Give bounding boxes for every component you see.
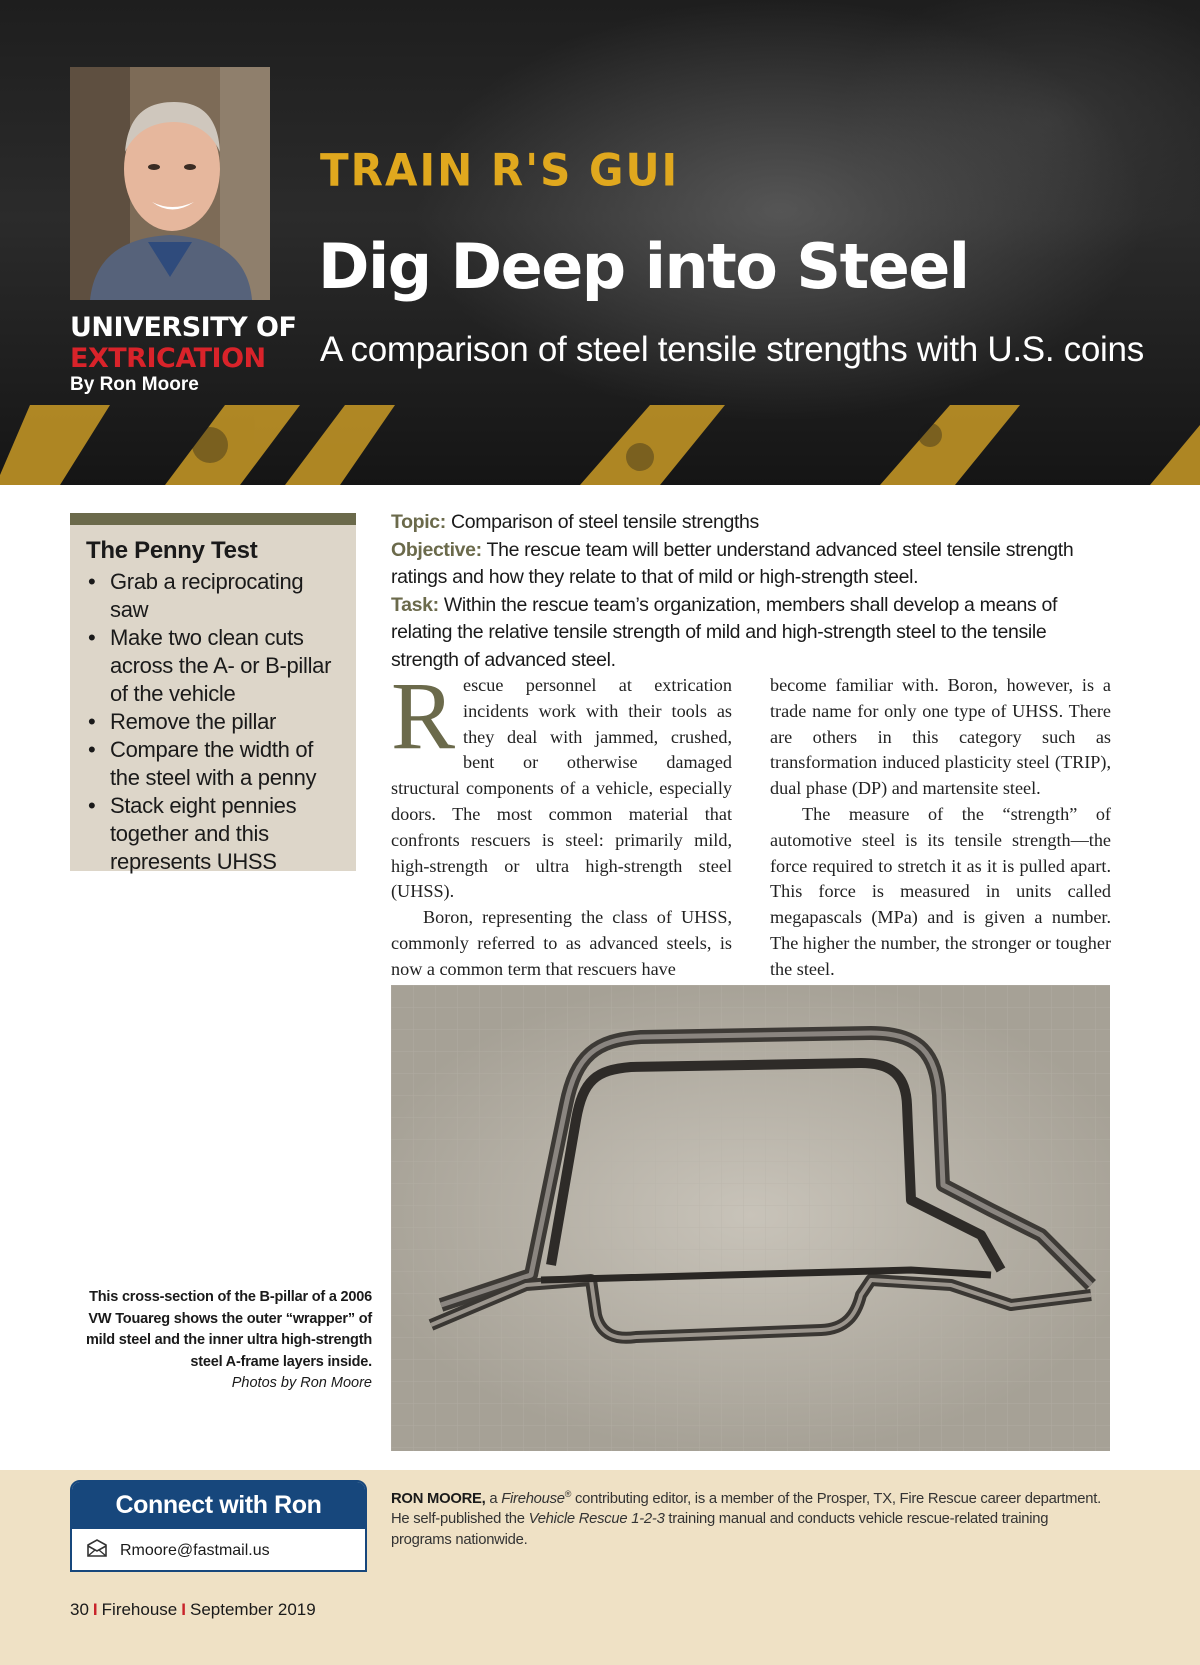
author-bio: RON MOORE, a Firehouse® contributing editor, is a member of the Prosper, TX, Fire Rescue career department. He self-published the Vehicle Rescue 1-2-3 training manual and conducts vehicle rescue-related training programs nationwide. [391, 1489, 1101, 1548]
column-name [70, 312, 296, 374]
sidebar-item: • Stack eight pennies together and this represents UHSS [86, 792, 342, 876]
task-line [391, 592, 1111, 675]
section-kicker: TRAIN R'S GUI [320, 144, 680, 197]
folio-magazine: Firehouse [101, 1600, 178, 1619]
page-number: 30 [70, 1600, 89, 1619]
subhead: A comparison of steel tensile strengths with U.S. coins [320, 330, 1144, 369]
task-label: Task: [391, 593, 439, 616]
article-paragraph: The measure of the “strength” of automotive steel is its tensile strength—the force required to stretch it as it is pulled apart. This force is measured in units called megapascals (MPa) and is given a number. The higher the number, the stronger or tougher the steel. [770, 803, 1111, 979]
photo-credit: Photos by Ron Moore [231, 1375, 372, 1391]
connect-title: Connect with Ron [72, 1482, 365, 1529]
topic-text: Comparison of steel tensile strengths [451, 511, 759, 533]
article-paragraph: Boron, representing the class of UHSS, commonly referred to as advanced steels, is now a common term that rescuers have [391, 907, 732, 979]
objective-label: Objective: [391, 538, 482, 561]
sidebar-item: • Grab a reciprocating saw [86, 568, 342, 624]
envelope-icon [86, 1539, 108, 1562]
folio-issue: September 2019 [190, 1600, 316, 1619]
caption-text: This cross-section of the B-pillar of a 2006 VW Touareg shows the outer “wrapper” of mild steel and the inner ultra high-strength steel A-frame layers inside. [85, 1289, 372, 1370]
connect-box [70, 1480, 367, 1572]
photo-caption [70, 1287, 372, 1395]
objective-line [391, 537, 1111, 592]
hazard-stripes [0, 405, 1200, 485]
header-banner [0, 0, 1200, 485]
page-folio: 30 I Firehouse I September 2019 [70, 1600, 316, 1619]
sidebar-title: The Penny Test [86, 537, 258, 564]
headline: Dig Deep into Steel [318, 230, 969, 303]
lesson-overview [391, 509, 1111, 674]
email-link[interactable]: Rmoore@fastmail.us [120, 1541, 270, 1559]
sidebar-item: • Make two clean cuts across the A- or B-pillar of the vehicle [86, 624, 342, 708]
article-column-1 [391, 662, 732, 983]
sidebar-item: • Compare the width of the steel with a penny [86, 736, 342, 792]
objective-text: The rescue team will better understand advanced steel tensile strength ratings and how they relate to that of mild or high-strength steel. [391, 538, 1074, 588]
b-pillar-photo [391, 985, 1110, 1451]
sidebar-item: • Remove the pillar [86, 708, 342, 736]
article-paragraph: Rescue personnel at extrication incidents work with their tools as they deal with jammed, crushed, bent or otherwise damaged structural components of a vehicle, especially doors. The most common material that confronts rescuers is steel: primarily mild, high-strength or ultra high-strength steel (UHSS). [391, 662, 732, 902]
bio-magazine: Firehouse [501, 1490, 565, 1507]
task-text: Within the rescue team’s organization, members shall develop a means of relating the relative tensile strength of mild and high-strength steel to the tensile strength of advanced steel. [391, 593, 1058, 671]
author-headshot [70, 67, 270, 300]
bio-manual: Vehicle Rescue 1-2-3 [528, 1511, 665, 1528]
bio-name: RON MOORE, [391, 1490, 486, 1507]
column-name-line1: UNIVERSITY OF [70, 312, 297, 343]
drop-cap: R [391, 662, 456, 769]
article-paragraph: become familiar with. Boron, however, is a trade name for only one type of UHSS. There are others in this category such as transformation induced plasticity steel (TRIP), dual phase (DP) and martensite steel. [770, 675, 1111, 799]
topic-label: Topic: [391, 511, 446, 533]
email-row[interactable] [72, 1529, 365, 1572]
column-name-line2: EXTRICATION [70, 343, 266, 374]
byline: By Ron Moore [70, 374, 199, 395]
sidebar-list [86, 568, 342, 876]
penny-test-sidebar [70, 513, 356, 874]
article-column-2 [770, 673, 1111, 983]
topic-line [391, 509, 1111, 537]
